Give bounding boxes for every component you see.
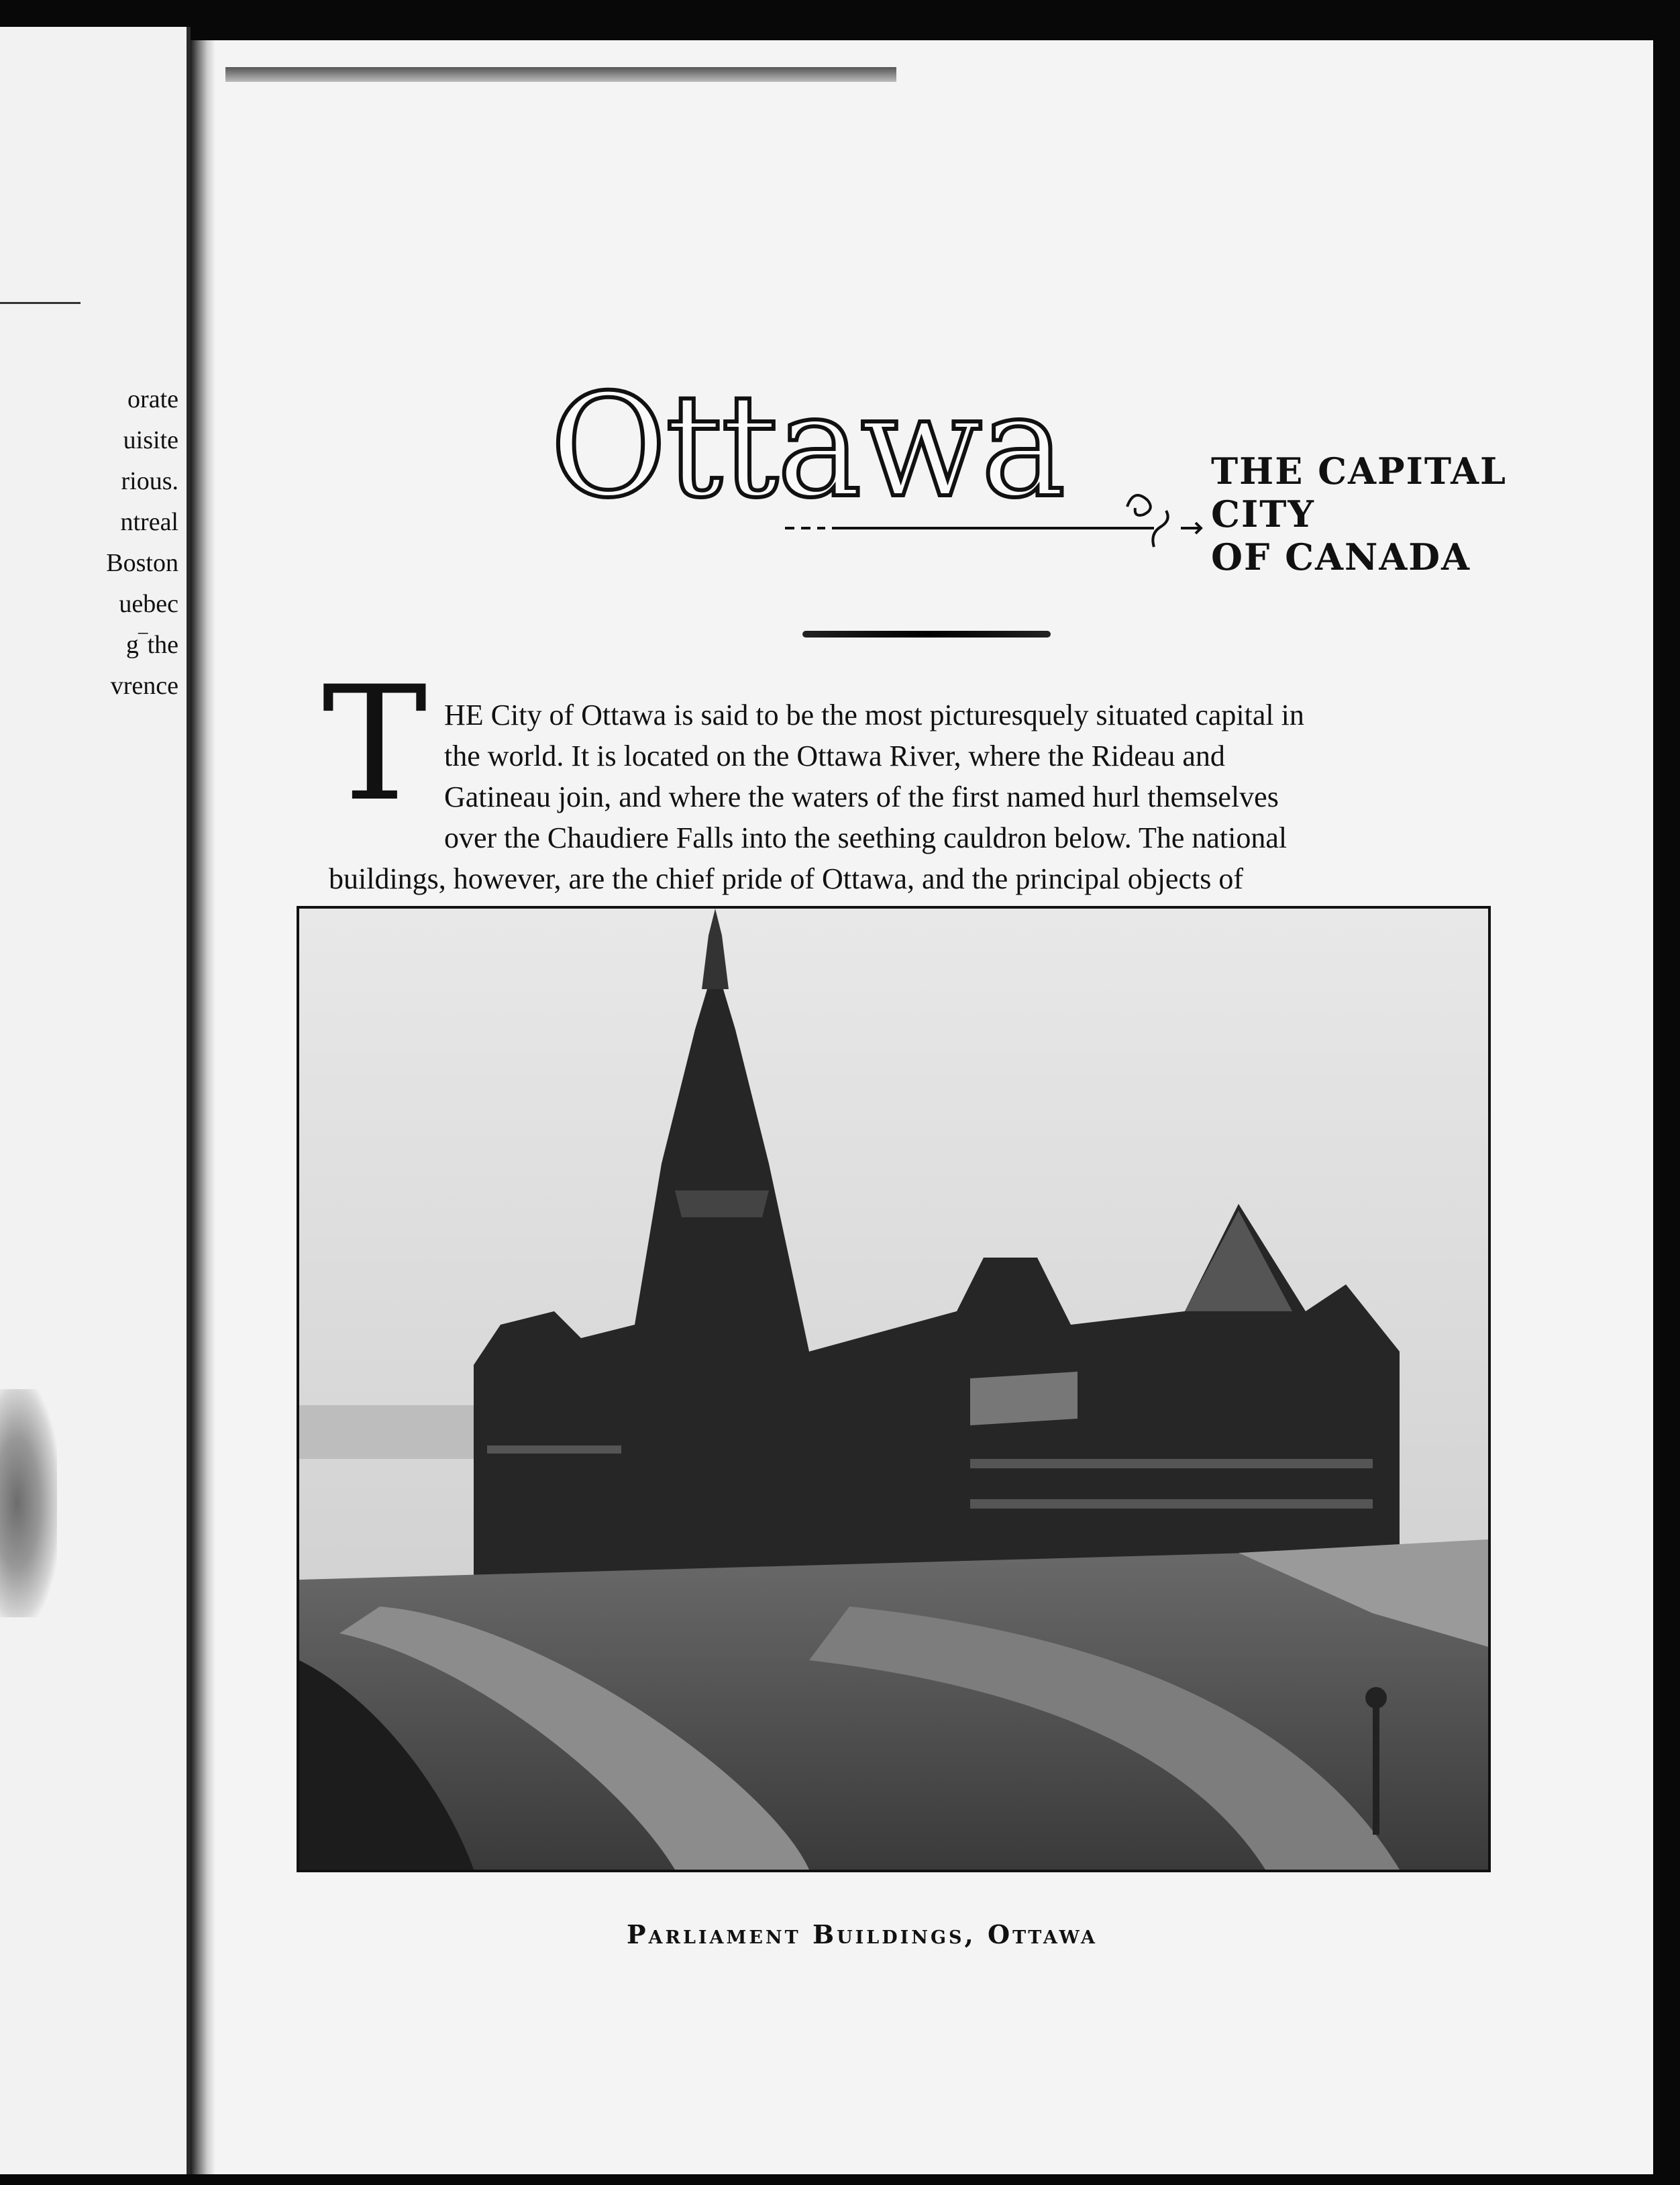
left-line: uisite [123,426,178,454]
title-flourish-ornament [778,480,1221,554]
scan-border-bottom [0,2174,1680,2185]
drop-cap: T [322,653,427,836]
body-line: the world. It is located on the Ottawa River, where the Rideau and [444,740,1225,772]
photo-illustration [299,909,1488,1870]
body-line: Gatineau join, and where the waters of the first named hurl themselves [444,780,1279,813]
body-paragraph [329,695,1610,899]
book-gutter [191,40,215,2174]
page-title: Ottawa [550,363,1065,529]
right-page [215,40,1653,2174]
left-line: orate [127,385,178,413]
photo-caption: Parliament Buildings, Ottawa [626,1919,1098,1949]
body-line: buildings, however, are the chief pride of Ottawa, and the principal objects of [329,862,1243,895]
left-line: ntreal [120,508,178,536]
left-page-text [106,379,178,707]
title-subtitle [1211,450,1557,578]
left-page-image-fragment [0,1389,57,1617]
subtitle-line-1: THE CAPITAL CITY [1211,450,1508,536]
title-block [550,363,1557,578]
subtitle-line-2: OF CANADA [1211,536,1471,578]
parliament-photograph [297,906,1491,1872]
left-line: Boston [106,549,178,577]
left-line: vrence [110,672,178,700]
scan-border-right [1653,0,1680,2185]
left-line: rious. [121,467,178,495]
section-divider [802,631,1051,638]
left-page-rule [0,302,81,304]
page-top-edge [225,67,896,82]
left-page-fragment [0,27,191,2174]
body-line: HE City of Ottawa is said to be the most picturesquely situated capital in [444,699,1304,731]
left-line: g‾the [125,631,178,659]
left-line: uebec [119,590,178,618]
body-line: over the Chaudiere Falls into the seething cauldron below. The national [444,821,1288,854]
